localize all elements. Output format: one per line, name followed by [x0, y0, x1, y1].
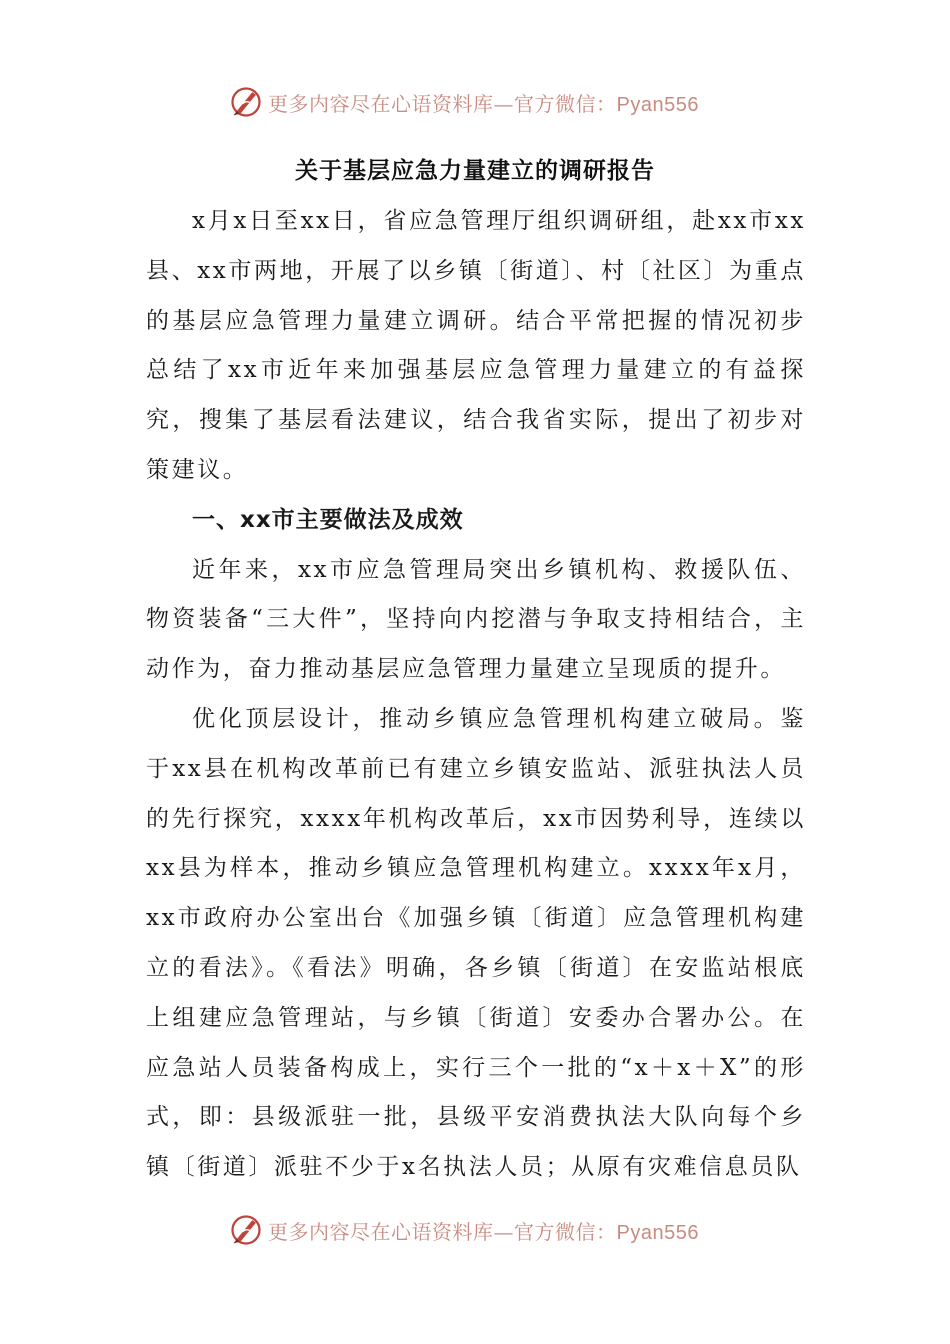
- section-heading: 一、xx市主要做法及成效: [192, 506, 464, 533]
- section-paragraph-1: 近年来，xx市应急管理局突出乡镇机构、救援队伍、物资装备“三大件”，坚持向内挖潜与争取支持相结合，主动作为，奋力推动基层应急管理力量建立呈现质的提升。: [146, 556, 806, 683]
- document-title: 关于基层应急力量建立的调研报告: [295, 158, 655, 184]
- footer-watermark-banner: [228, 1210, 728, 1250]
- section-paragraph-2: 优化顶层设计，推动乡镇应急管理机构建立破局。鉴于xx县在机构改革前已有建立乡镇安监站、派驻执法人员的先行探究，xxxx年机构改革后，xx市因势利导，连续以xx县为样本，推动乡镇应急管理机构建立。xxxx年x月，xx市政府办公室出台《加强乡镇〔街道〕应急管理机构建立的看法》。《看法》明确，各乡镇〔街道〕在安监站根底上组建应急管理站，与乡镇〔街道〕安委办合署办公。在应急站人员装备构成上，实行三个一批的“x＋x＋X”的形式，即：县级派驻一批，县级平安消费执法大队向每个乡镇〔街道〕派驻不少于x名执法人员；从原有灾难信息员队: [146, 705, 806, 1181]
- watermark-text: 更多内容尽在心语资料库—官方微信：Pyan556: [268, 91, 699, 116]
- watermark-text: 更多内容尽在心语资料库—官方微信：Pyan556: [268, 1219, 699, 1244]
- pen-circle-logo-icon: [228, 1212, 264, 1248]
- intro-paragraph: x月x日至xx日，省应急管理厅组织调研组，赴xx市xx县、xx市两地，开展了以乡镇〔街道〕、村〔社区〕为重点的基层应急管理力量建立调研。结合平常把握的情况初步总结了xx市近年来加强基层应急管理力量建立的有益探究，搜集了基层看法建议，结合我省实际，提出了初步对策建议。: [146, 208, 806, 483]
- wechat-id: Pyan556: [616, 1221, 699, 1244]
- header-watermark-banner: [228, 82, 728, 122]
- wechat-id: Pyan556: [616, 93, 699, 116]
- pen-circle-logo-icon: [228, 84, 264, 120]
- document-body: [146, 197, 806, 1193]
